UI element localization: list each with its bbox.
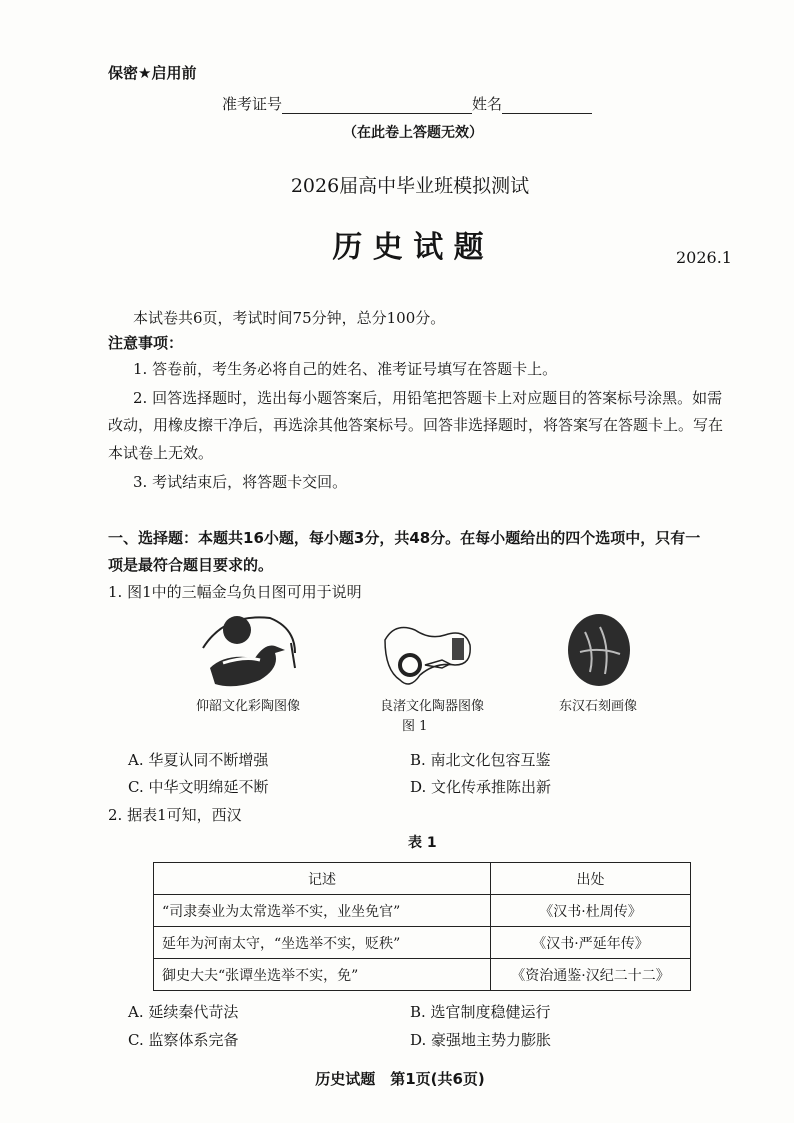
option-c[interactable]: C. 中华文明绵延不断 <box>128 778 269 796</box>
notice-title: 注意事项： <box>108 334 184 352</box>
liangzhu-bird-sun-image <box>380 620 480 695</box>
table-header-row <box>154 863 691 895</box>
table-1 <box>153 862 691 991</box>
notice-item: 2. 回答选择题时，选出每小题答案后，用铅笔把答题卡上对应题目的答案标号涂黑。如需 <box>133 389 723 407</box>
option-a[interactable]: A. 华夏认同不断增强 <box>128 751 269 769</box>
section-heading-cont: 项是最符合题目要求的。 <box>108 556 274 574</box>
option-a[interactable]: A. 延续秦代苛法 <box>128 1003 239 1021</box>
yangshao-bird-sun-image <box>195 608 305 693</box>
table-cell: 《汉书·杜周传》 <box>491 895 691 927</box>
section-heading: 一、选择题：本题共16小题，每小题3分，共48分。在每小题给出的四个选项中，只有一 <box>108 529 701 547</box>
exam-id-field[interactable] <box>282 97 472 114</box>
exam-date: 2026.1 <box>676 248 732 267</box>
subject-title: 历 史 试 题 <box>332 230 484 265</box>
confidential-label: 保密★启用前 <box>108 64 197 82</box>
name-label: 姓名 <box>472 95 503 113</box>
question-1-stem: 1. 图1中的三幅金乌负日图可用于说明 <box>108 583 362 601</box>
option-c[interactable]: C. 监察体系完备 <box>128 1031 239 1049</box>
table-cell: 延年为河南太守，“坐选举不实，贬秩” <box>154 927 491 959</box>
table-row <box>154 959 691 991</box>
table-title: 表 1 <box>408 835 437 851</box>
table-row <box>154 927 691 959</box>
table-cell: 《汉书·严延年传》 <box>491 927 691 959</box>
notice-item: 1. 答卷前，考生务必将自己的姓名、准考证号填写在答题卡上。 <box>133 360 558 378</box>
exam-id-label: 准考证号 <box>222 95 283 113</box>
table-cell: 御史大夫“张谭坐选举不实，免” <box>154 959 491 991</box>
table-cell: “司隶奏业为太常选举不实，业坐免官” <box>154 895 491 927</box>
image-caption: 良渚文化陶器图像 <box>380 699 485 714</box>
question-2-stem: 2. 据表1可知，西汉 <box>108 806 242 824</box>
option-d[interactable]: D. 豪强地主势力膨胀 <box>410 1031 552 1049</box>
option-b[interactable]: B. 南北文化包容互鉴 <box>410 751 551 769</box>
intro-text: 本试卷共6页，考试时间75分钟，总分100分。 <box>133 309 446 327</box>
table-row <box>154 895 691 927</box>
notice-item: 3. 考试结束后，将答题卡交回。 <box>133 473 348 491</box>
option-d[interactable]: D. 文化传承推陈出新 <box>410 778 552 796</box>
figure-label: 图 1 <box>402 719 428 734</box>
candidate-info-line <box>222 94 592 114</box>
invalid-note: （在此卷上答题无效） <box>343 125 483 141</box>
page-footer: 历史试题 第1页(共6页) <box>315 1070 485 1088</box>
column-header: 出处 <box>491 863 691 895</box>
notice-item: 改动，用橡皮擦干净后，再选涂其他答案标号。回答非选择题时，将答案写在答题卡上。写在 <box>108 416 724 434</box>
notice-item: 本试卷上无效。 <box>108 444 214 462</box>
image-caption: 仰韶文化彩陶图像 <box>196 699 301 714</box>
option-b[interactable]: B. 选官制度稳健运行 <box>410 1003 551 1021</box>
image-caption: 东汉石刻画像 <box>559 699 638 714</box>
column-header: 记述 <box>154 863 491 895</box>
name-field[interactable] <box>502 97 592 114</box>
table-cell: 《资治通鉴·汉纪二十二》 <box>491 959 691 991</box>
exam-title: 2026届高中毕业班模拟测试 <box>290 175 530 197</box>
eastern-han-stone-carving-image <box>565 612 633 690</box>
